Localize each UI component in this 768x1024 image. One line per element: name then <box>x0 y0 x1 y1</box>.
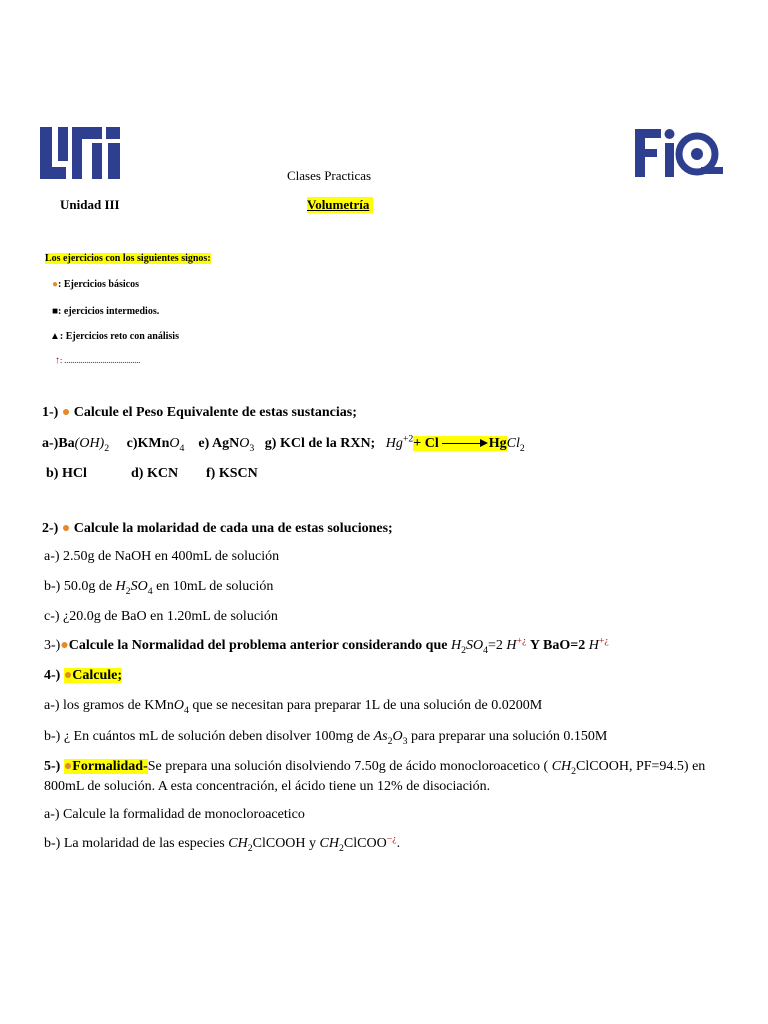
legend-item-intermediate: ■: ejercicios intermedios. <box>52 306 160 317</box>
q1-line-f: f) KSCN <box>206 466 258 481</box>
circle-icon: ● <box>63 759 73 774</box>
q5-line-1: 5-) ●Formalidad-Se prepara una solución disolviendo 7.50g de ácido monocloroacetico ( $CH_2ClCOOH$, PF=94.5) en <box>44 759 706 777</box>
uni-logo <box>40 127 120 179</box>
legend-item-extra: ↑: ...................................... <box>55 355 141 366</box>
fiq-logo <box>635 127 725 179</box>
circle-icon: ● <box>52 279 59 290</box>
legend-intro: Los ejercicios con los siguientes signos: <box>45 253 211 264</box>
q4-item-b: b-) ¿ En cuántos mL de solución deben disolver 100mg de $As_2O_3$ para preparar una solución 0.150M <box>44 729 608 747</box>
q2-title: 2-) ● Calcule la molaridad de cada una de estas soluciones; <box>42 521 393 536</box>
q5-line-2: 800mL de solución. A esta concentración, el ácido tiene un 12% de disociación. <box>44 779 491 794</box>
q5-item-b: b-) La molaridad de las especies $CH_2ClCOOH$ y $CH_2ClCOO^{-¿}$. <box>44 833 401 854</box>
q4-title: 4-) ●Calcule; <box>44 668 123 683</box>
reaction-arrow-icon <box>442 443 486 444</box>
q2-item-a: a-) 2.50g de NaOH en 400mL de solución <box>44 549 280 564</box>
q2-item-c: c-) ¿20.0g de BaO en 1.20mL de solución <box>44 609 278 624</box>
legend-item-basic: ●: Ejercicios básicos <box>52 279 139 290</box>
circle-icon: ● <box>60 638 69 653</box>
q1-line-a: $a-)Ba(OH)_2$ c)KMnO$_4$ e) AgNO$_3$ g) KCl de la RXN; $Hg^{+2}+ Cl$ HgCl$_2$ <box>42 433 525 454</box>
unit-label: Unidad III <box>60 197 120 212</box>
q3-title: 3-)●Calcule la Normalidad del problema anterior considerando que $H_2SO_4=2$ H+¿ Y BaO=2 H+¿ <box>44 635 609 656</box>
q2-item-b: b-) 50.0g de $H_2SO_4$ en 10mL de solución <box>44 579 274 597</box>
topic-label: Volumetría <box>307 197 373 213</box>
uni-logo-graphic <box>40 127 120 179</box>
square-icon: ■ <box>52 306 59 317</box>
fiq-logo-graphic <box>635 127 725 179</box>
q4-item-a: a-) los gramos de KMnO$_4$ que se necesitan para preparar 1L de una solución de 0.0200M <box>44 698 543 716</box>
arrow-up-icon: ↑ <box>55 355 60 366</box>
triangle-icon: ▲ <box>50 331 60 342</box>
page-title: Clases Practicas <box>287 168 372 183</box>
circle-icon: ● <box>63 668 73 683</box>
circle-icon: ● <box>61 405 71 420</box>
circle-icon: ● <box>61 521 71 536</box>
q1-line-d: d) KCN <box>131 466 179 481</box>
q5-item-a: a-) Calcule la formalidad de monocloroacetico <box>44 807 305 822</box>
q1-line-b: b) HCl <box>46 466 87 481</box>
q1-title: 1-) ● Calcule el Peso Equivalente de estas sustancias; <box>42 405 357 420</box>
legend-item-challenge: ▲: Ejercicios reto con análisis <box>50 331 179 342</box>
